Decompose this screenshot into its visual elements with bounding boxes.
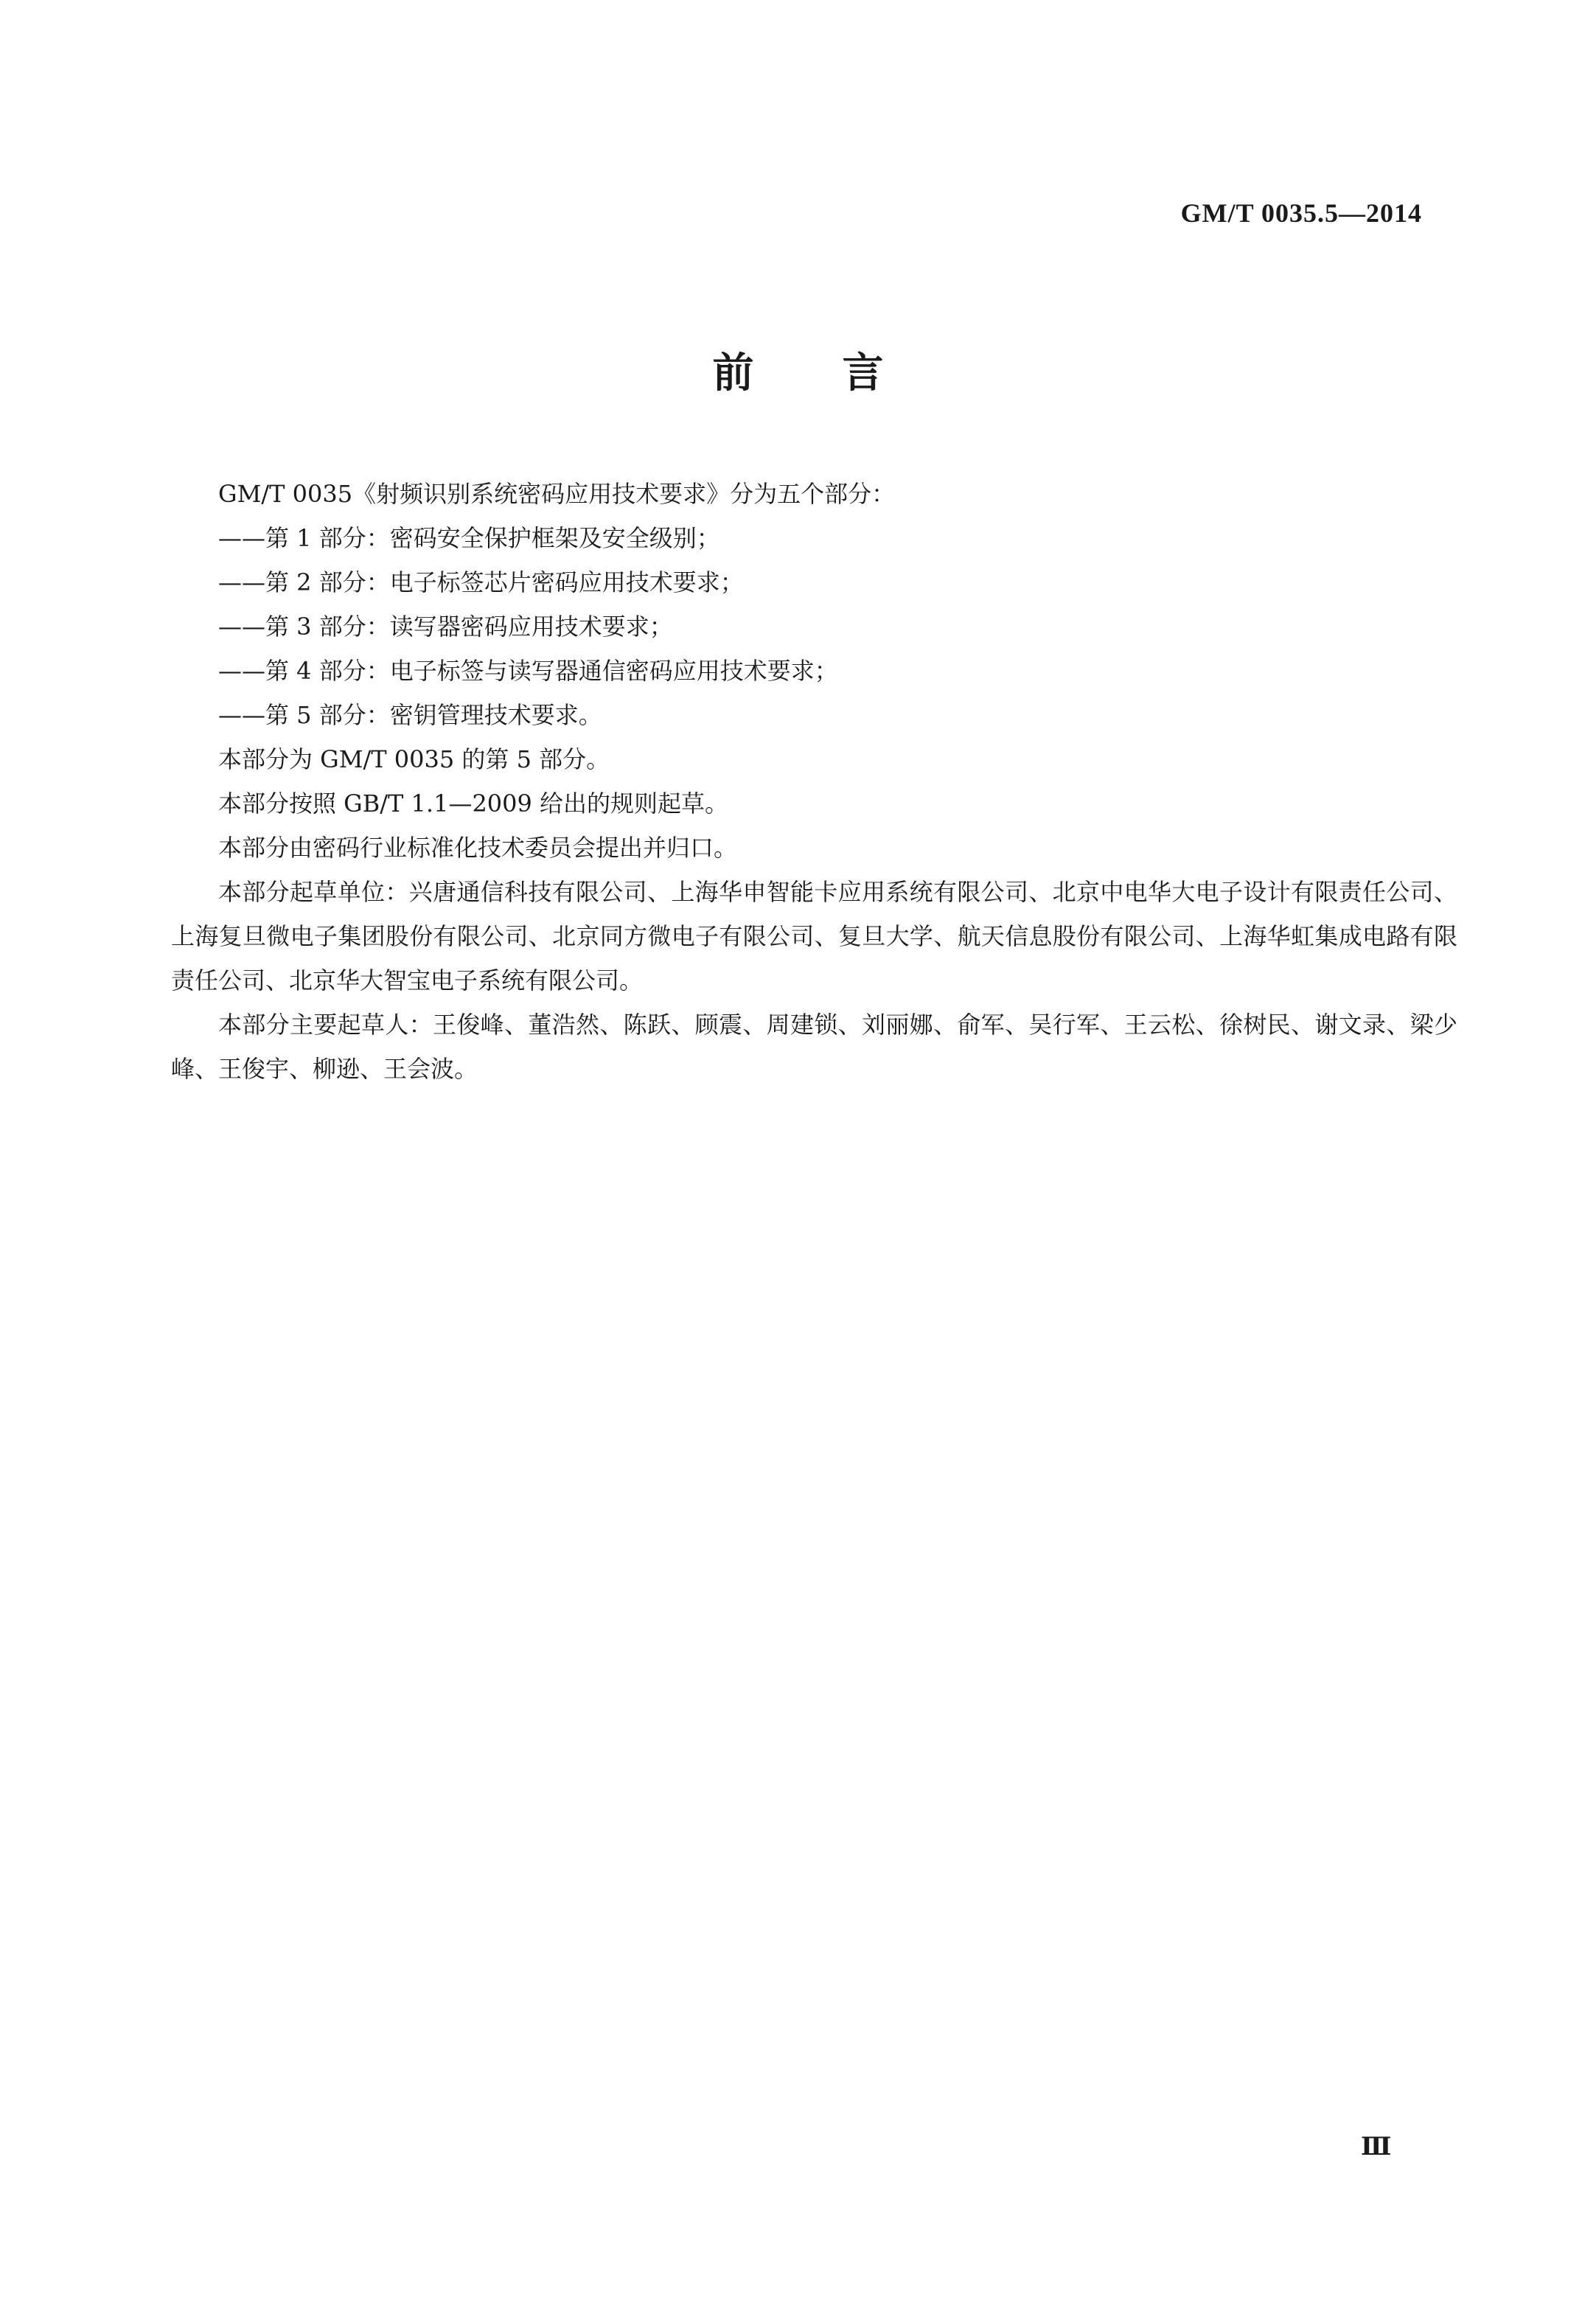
- intro-paragraph: GM/T 0035《射频识别系统密码应用技术要求》分为五个部分：: [218, 480, 896, 508]
- page-title: 前言: [712, 349, 972, 397]
- paragraph-drafting-units: 本部分起草单位：兴唐通信科技有限公司、上海华申智能卡应用系统有限公司、北京中电华大电子设计有限责任公司、上海复旦微电子集团股份有限公司、北京同方微电子有限公司、复旦大学、航天信息股份有限公司、上海华虹集成电路有限责任公司、北京华大智宝电子系统有限公司。: [171, 878, 1457, 994]
- paragraph-part-statement: 本部分为 GM/T 0035 的第 5 部分。: [218, 745, 610, 773]
- paragraph-drafting-rules: 本部分按照 GB/T 1.1—2009 给出的规则起草。: [218, 790, 729, 818]
- list-item: ——第 4 部分：电子标签与读写器通信密码应用技术要求；: [218, 657, 838, 685]
- list-item: ——第 3 部分：读写器密码应用技术要求；: [218, 613, 673, 641]
- foreword-body: [171, 472, 1457, 1091]
- list-item: ——第 5 部分：密钥管理技术要求。: [218, 701, 602, 729]
- standard-code: GM/T 0035.5—2014: [1180, 198, 1422, 228]
- paragraph-drafters: 本部分主要起草人：王俊峰、董浩然、陈跃、顾震、周建锁、刘丽娜、俞军、吴行军、王云松、徐树民、谢文录、梁少峰、王俊宇、柳逊、王会波。: [171, 1011, 1457, 1083]
- paragraph-proposer: 本部分由密码行业标准化技术委员会提出并归口。: [218, 834, 738, 862]
- list-item: ——第 1 部分：密码安全保护框架及安全级别；: [218, 524, 720, 552]
- list-item: ——第 2 部分：电子标签芯片密码应用技术要求；: [218, 568, 744, 596]
- parts-list: [171, 516, 1457, 737]
- page-number: Ⅲ: [1361, 2133, 1392, 2161]
